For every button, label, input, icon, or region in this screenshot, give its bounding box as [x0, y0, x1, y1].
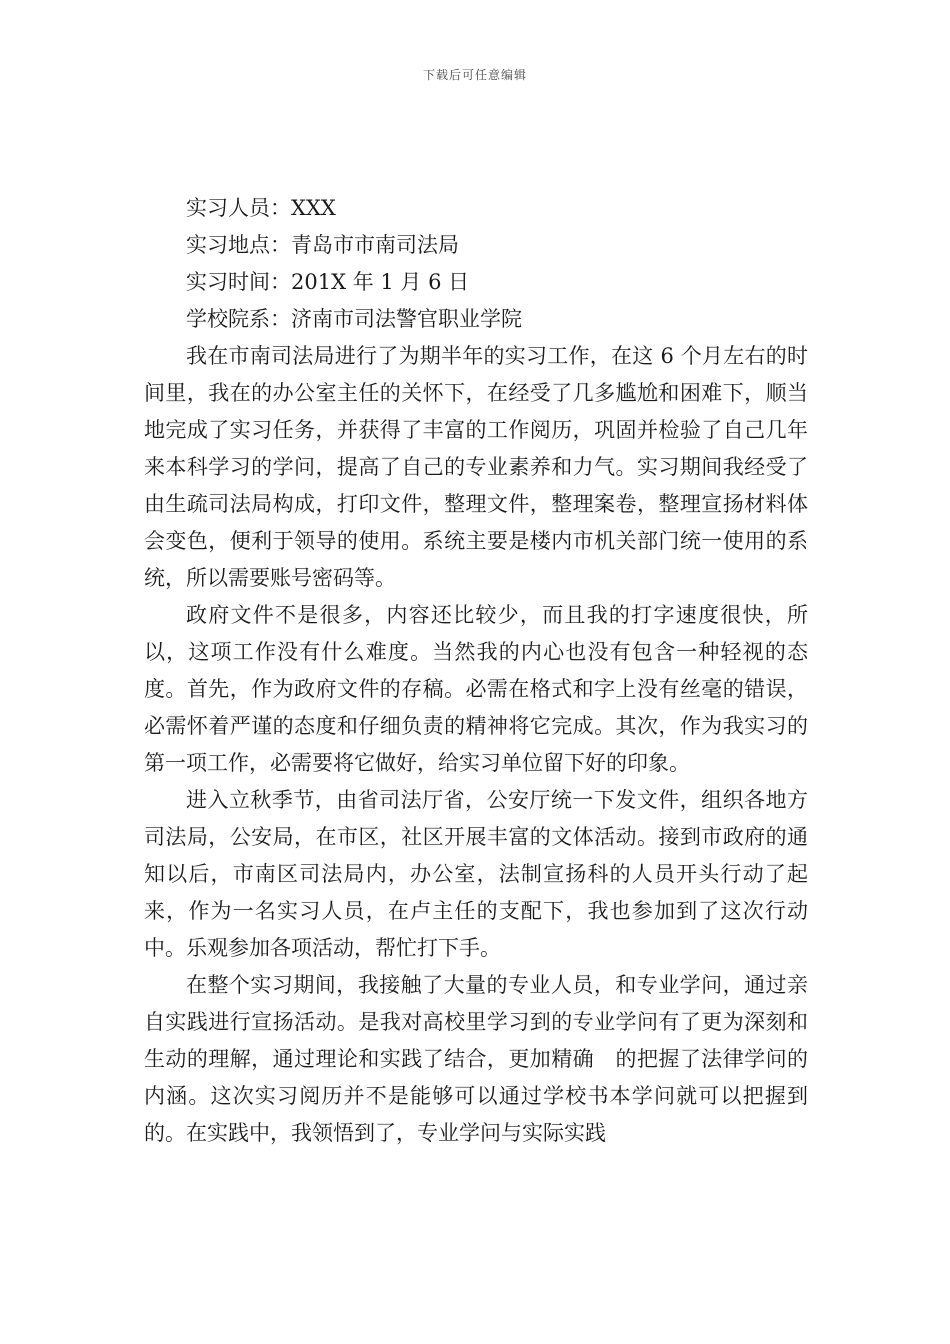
paragraph-1: 我在市南司法局进行了为期半年的实习工作，在这 6 个月左右的时间里，我在的办公室主任的关怀下，在经受了几多尴尬和困难下，顺当地完成了实习任务，并获得了丰富的工作阅历，巩固并检验了自己几年来本科学习的学问，提高了自己的专业素养和力气。实习期间我经受了由生疏司法局构成，打印文件，整理文件，整理案卷，整理宣扬材料体会变色，便利于领导的使用。系统主要是楼内市机关部门统一使用的系统，所以需要账号密码等。: [144, 344, 808, 590]
paragraph-3: 进入立秋季节，由省司法厅省，公安厅统一下发文件，组织各地方司法局，公安局，在市区，社区开展丰富的文体活动。接到市政府的通知以后，市南区司法局内，办公室，法制宣扬科的人员开头行动了起来，作为一名实习人员，在卢主任的支配下，我也参加到了这次行动中。乐观参加各项活动，帮忙打下手。: [144, 788, 808, 960]
meta-intern: 实习人员：XXX: [186, 196, 336, 220]
document-body: [144, 190, 808, 1152]
meta-school: 学校院系：济南市司法警官职业学院: [186, 307, 522, 331]
header-note: 下载后可任意编辑: [422, 68, 527, 82]
paragraph-4: 在整个实习期间，我接触了大量的专业人员，和专业学问，通过亲自实践进行宣扬活动。是我对高校里学习到的专业学问有了更为深刻和生动的理解，通过理论和实践了结合，更加精确 的把握了法律学问的内涵。这次实习阅历并不是能够可以通过学校书本学问就可以把握到的。在实践中，我领悟到了，专业学问与实际实践: [144, 973, 808, 1145]
paragraph-2: 政府文件不是很多，内容还比较少，而且我的打字速度很快，所以，这项工作没有什么难度。当然我的内心也没有包含一种轻视的态度。首先，作为政府文件的存稿。必需在格式和字上没有丝毫的错误，必需怀着严谨的态度和仔细负责的精神将它完成。其次，作为我实习的第一项工作，必需要将它做好，给实习单位留下好的印象。: [144, 603, 808, 775]
meta-time: 实习时间：201X 年 1 月 6 日: [186, 270, 470, 294]
meta-location: 实习地点：青岛市市南司法局: [186, 233, 459, 257]
